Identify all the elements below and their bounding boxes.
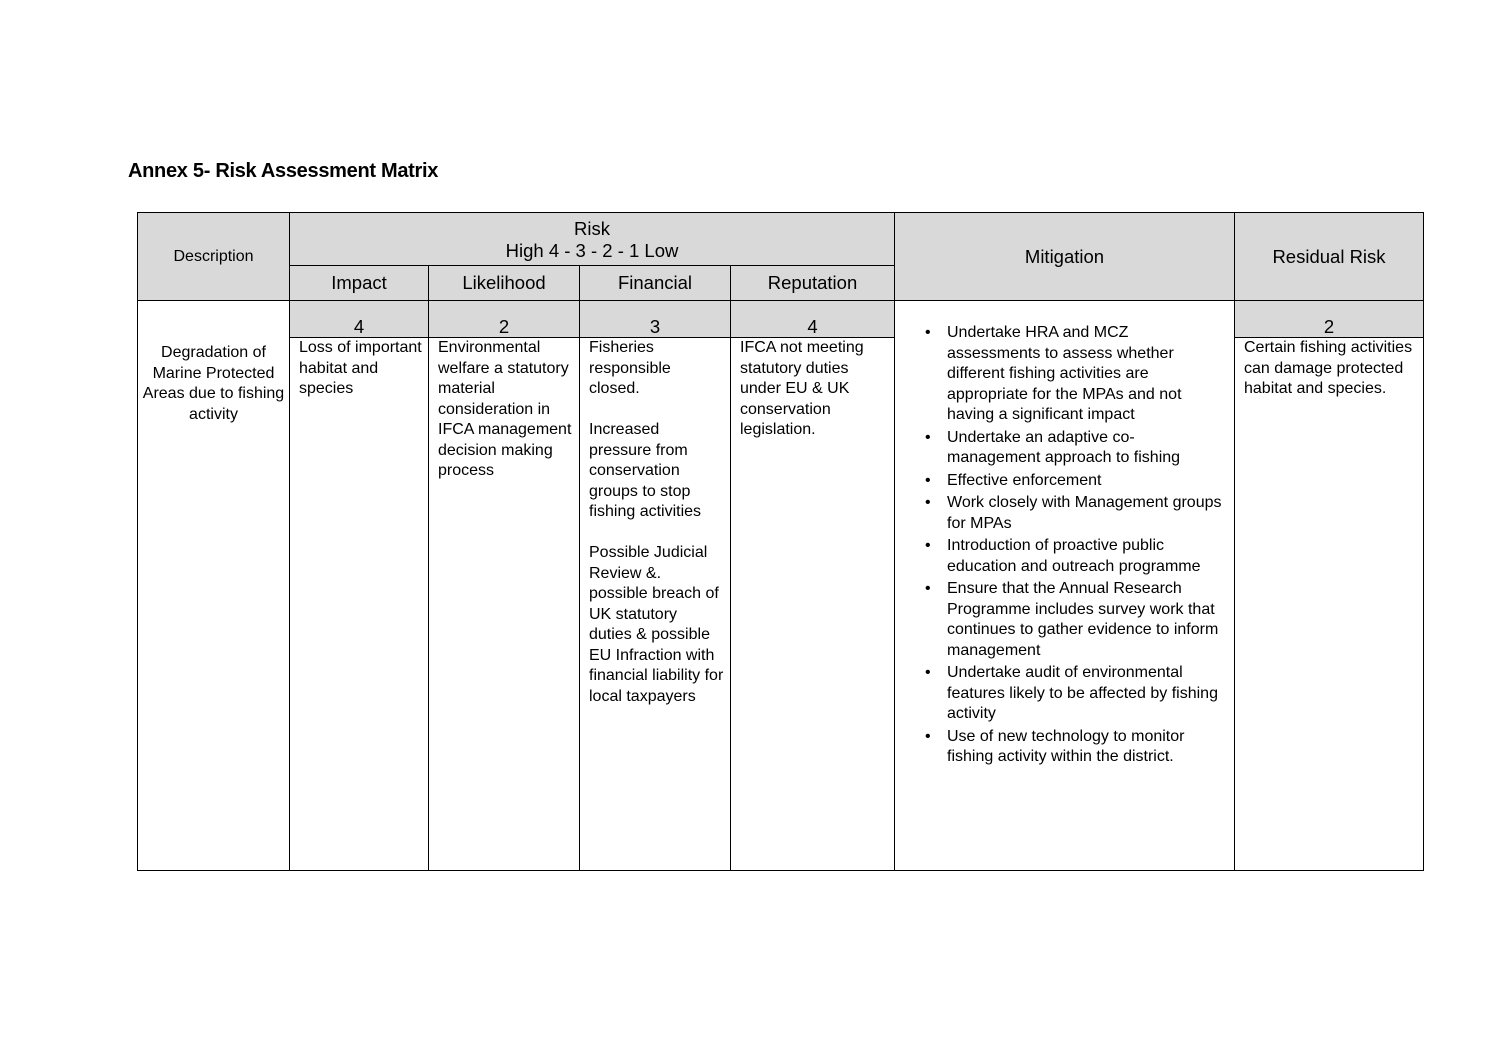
bullet-icon: • bbox=[925, 428, 931, 446]
bullet-icon: • bbox=[925, 537, 931, 554]
mitigation-item: • Undertake HRA and MCZ assessments to assess whether different fishing activities are appropriate for the MPAs and not having a significant impact bbox=[925, 324, 1182, 423]
mitigation-item: • Effective enforcement bbox=[903, 471, 1226, 492]
reputation-header: Reputation bbox=[731, 266, 895, 301]
likelihood-header: Likelihood bbox=[429, 266, 580, 301]
financial-text bbox=[580, 338, 731, 871]
likelihood-text: Environmental welfare a statutory material consideration in IFCA management decision making process bbox=[429, 338, 580, 871]
financial-score: 3 bbox=[580, 301, 731, 338]
bullet-icon: • bbox=[925, 494, 931, 511]
residual-risk-header: Residual Risk bbox=[1235, 213, 1424, 301]
mitigation-item: • Ensure that the Annual Research Programme includes survey work that continues to gather evidence to inform management bbox=[925, 580, 1219, 659]
financial-paragraph: Fisheries responsible closed. bbox=[589, 339, 671, 397]
reputation-score: 4 bbox=[731, 301, 895, 338]
financial-paragraph: Increased pressure from conservation groups to stop fishing activities bbox=[589, 421, 702, 520]
mitigation-item: • Work closely with Management groups for MPAs bbox=[925, 494, 1222, 532]
risk-description: Degradation of Marine Protected Areas due to fishing activity bbox=[138, 301, 290, 871]
mitigation-cell bbox=[895, 301, 1235, 871]
mitigation-item: • Introduction of proactive public education and outreach programme bbox=[925, 537, 1201, 575]
mitigation-list bbox=[903, 323, 1226, 768]
likelihood-score: 2 bbox=[429, 301, 580, 338]
risk-assessment-table bbox=[137, 212, 1424, 871]
mitigation-item: • Use of new technology to monitor fishing activity within the district. bbox=[925, 727, 1185, 765]
mitigation-item: • Undertake an adaptive co-management approach to fishing bbox=[925, 428, 1181, 466]
bullet-icon: • bbox=[925, 727, 931, 745]
page-title: Annex 5- Risk Assessment Matrix bbox=[128, 160, 439, 182]
impact-score: 4 bbox=[290, 301, 429, 338]
impact-header: Impact bbox=[290, 266, 429, 301]
mitigation-header: Mitigation bbox=[895, 213, 1235, 301]
mitigation-item: • Undertake audit of environmental features likely to be affected by fishing activity bbox=[925, 664, 1218, 722]
risk-header-scale: High 4 - 3 - 2 - 1 Low bbox=[505, 240, 679, 261]
financial-header: Financial bbox=[580, 266, 731, 301]
risk-header-title: Risk bbox=[574, 218, 610, 239]
impact-text: Loss of important habitat and species bbox=[290, 338, 429, 871]
residual-text: Certain fishing activities can damage protected habitat and species. bbox=[1235, 338, 1424, 871]
bullet-icon: • bbox=[925, 324, 931, 341]
bullet-icon: • bbox=[925, 580, 931, 597]
financial-paragraph: Possible Judicial Review &. possible breach of UK statutory duties & possible EU Infraction with financial liability for local taxpayers bbox=[589, 544, 724, 705]
residual-score: 2 bbox=[1235, 301, 1424, 338]
bullet-icon: • bbox=[925, 664, 931, 681]
risk-header bbox=[290, 213, 895, 266]
bullet-icon: • bbox=[925, 471, 931, 489]
reputation-text: IFCA not meeting statutory duties under EU & UK conservation legislation. bbox=[731, 338, 895, 871]
description-header: Description bbox=[138, 213, 290, 301]
